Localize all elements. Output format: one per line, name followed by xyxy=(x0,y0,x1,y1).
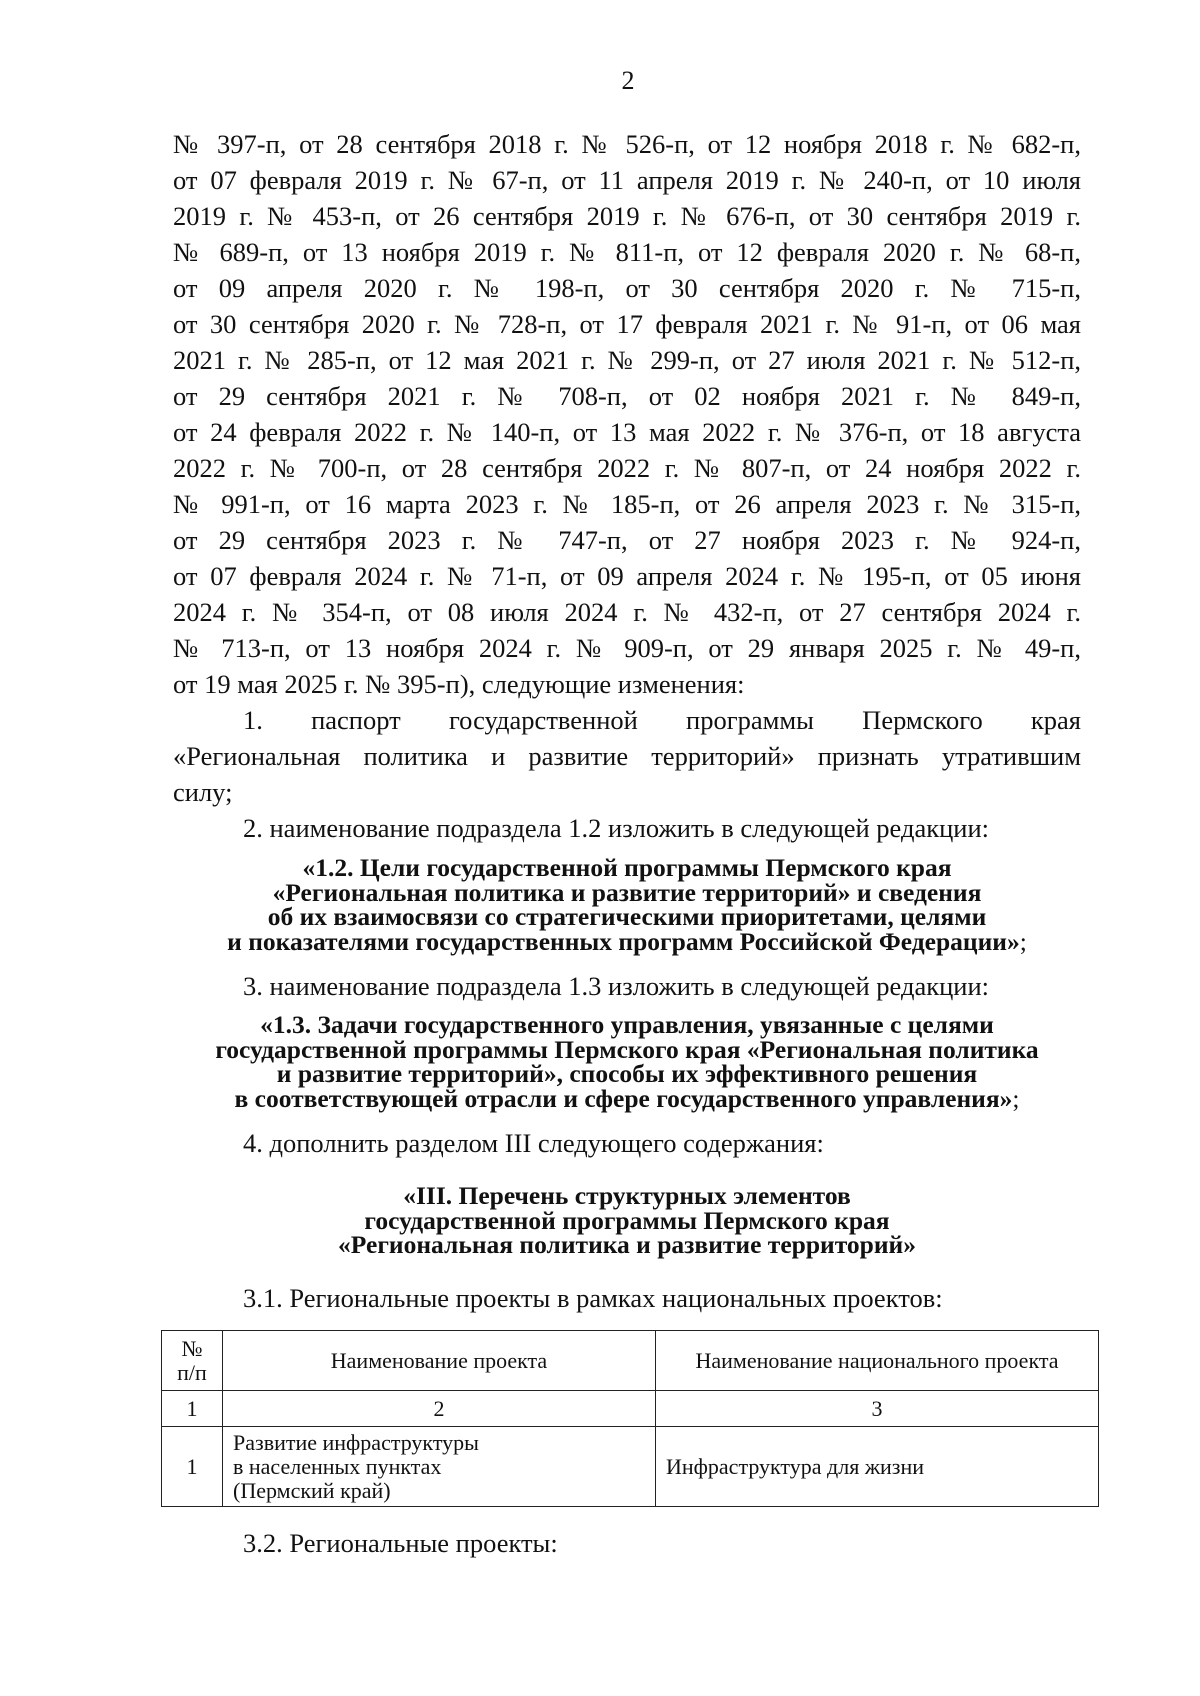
column-number-cell: 3 xyxy=(656,1391,1099,1427)
heading-1-2 xyxy=(173,853,1081,956)
item-4-paragraph: 4. дополнить разделом III следующего содержания: xyxy=(243,1128,824,1158)
project-name-line: (Пермский край) xyxy=(233,1477,391,1503)
heading-line: «Региональная политика и развитие территорий» и сведения xyxy=(272,877,982,907)
heading-line-text: в соответствующей отрасли и сфере государственного управления» xyxy=(234,1083,1013,1113)
regional-projects-table xyxy=(161,1330,1099,1507)
text-line: № 689-п, от 13 ноября 2019 г. № 811-п, от 12 февраля 2020 г. № 68-п, xyxy=(173,237,1081,267)
text-line: силу; xyxy=(173,777,233,807)
text-line: от 29 сентября 2021 г. № 708-п, от 02 ноября 2021 г. № 849-п, xyxy=(173,381,1081,411)
table-row xyxy=(162,1427,1099,1507)
text-line: от 30 сентября 2020 г. № 728-п, от 17 февраля 2021 г. № 91-п, от 06 мая xyxy=(173,309,1081,339)
column-number-cell: 1 xyxy=(162,1391,223,1427)
text-line: от 07 февраля 2019 г. № 67-п, от 11 апреля 2019 г. № 240-п, от 10 июля xyxy=(173,165,1081,195)
heading-1-3 xyxy=(173,1010,1081,1113)
text-line: от 07 февраля 2024 г. № 71-п, от 09 апреля 2024 г. № 195-п, от 05 июня xyxy=(173,561,1081,591)
header-num-abbrev: п/п xyxy=(177,1359,207,1385)
text-line: № 397-п, от 28 сентября 2018 г. № 526-п, от 12 ноября 2018 г. № 682-п, xyxy=(173,129,1081,159)
page-number: 2 xyxy=(621,66,635,95)
heading-line: «1.2. Цели государственной программы Пермского края xyxy=(302,853,952,882)
text-line: № 991-п, от 16 марта 2023 г. № 185-п, от 26 апреля 2023 г. № 315-п, xyxy=(173,489,1081,519)
heading-line: «Региональная политика и развитие территорий» xyxy=(338,1230,916,1259)
text-line: от 24 февраля 2022 г. № 140-п, от 13 мая 2022 г. № 376-п, от 18 августа xyxy=(173,417,1081,447)
project-name-line: Развитие инфраструктуры xyxy=(233,1429,479,1455)
row-number-cell: 1 xyxy=(162,1427,223,1507)
text-line: от 19 мая 2025 г. № 395-п), следующие изменения: xyxy=(173,669,745,699)
heading-line xyxy=(173,1083,1081,1113)
heading-end-punctuation: ; xyxy=(1019,926,1027,956)
text-line: 2024 г. № 354-п, от 08 июля 2024 г. № 432-п, от 27 сентября 2024 г. xyxy=(173,597,1081,627)
item-2-paragraph: 2. наименование подраздела 1.2 изложить в следующей редакции: xyxy=(243,813,989,843)
table-header-row xyxy=(162,1331,1099,1391)
heading-line: государственной программы Пермского края «Региональная политика xyxy=(215,1034,1039,1064)
intro-paragraph xyxy=(173,126,1081,702)
heading-section-iii xyxy=(173,1181,1081,1259)
text-line: 2019 г. № 453-п, от 26 сентября 2019 г. № 676-п, от 30 сентября 2019 г. xyxy=(173,201,1081,231)
text-line: 2022 г. № 700-п, от 28 сентября 2022 г. № 807-п, от 24 ноября 2022 г. xyxy=(173,453,1081,483)
text-line: № 713-п, от 13 ноября 2024 г. № 909-п, от 29 января 2025 г. № 49-п, xyxy=(173,633,1081,663)
subsection-3-2: 3.2. Региональные проекты: xyxy=(243,1528,558,1558)
header-cell-national-project: Наименование национального проекта xyxy=(656,1331,1099,1391)
text-line: от 09 апреля 2020 г. № 198-п, от 30 сентября 2020 г. № 715-п, xyxy=(173,273,1081,303)
header-cell-number xyxy=(162,1331,223,1391)
heading-line: «III. Перечень структурных элементов xyxy=(403,1181,851,1210)
text-line: 2021 г. № 285-п, от 12 мая 2021 г. № 299-п, от 27 июля 2021 г. № 512-п, xyxy=(173,345,1081,375)
item-1-paragraph xyxy=(173,702,1081,810)
heading-line: государственной программы Пермского края xyxy=(364,1205,890,1235)
text-line: «Региональная политика и развитие территорий» признать утратившим xyxy=(173,741,1081,771)
table-column-numbers-row xyxy=(162,1391,1099,1427)
heading-line: и развитие территорий», способы их эффективного решения xyxy=(276,1059,978,1088)
heading-line: об их взаимосвязи со стратегическими приоритетами, целями xyxy=(267,902,987,931)
heading-line-text: и показателями государственных программ Российской Федерации» xyxy=(227,926,1020,956)
heading-end-punctuation: ; xyxy=(1012,1083,1020,1113)
text-line: 1. паспорт государственной программы Пермского края xyxy=(243,705,1081,735)
document-body xyxy=(173,126,1081,1316)
header-num-symbol: № xyxy=(181,1335,203,1361)
header-cell-project-name: Наименование проекта xyxy=(223,1331,656,1391)
heading-line: «1.3. Задачи государственного управления, увязанные с целями xyxy=(260,1010,994,1039)
subsection-3-1: 3.1. Региональные проекты в рамках национальных проектов: xyxy=(243,1282,943,1313)
project-name-line: в населенных пунктах xyxy=(233,1453,442,1479)
item-3-paragraph: 3. наименование подраздела 1.3 изложить в следующей редакции: xyxy=(243,971,989,1001)
heading-line xyxy=(173,926,1081,956)
project-name-cell xyxy=(223,1427,656,1507)
column-number-cell: 2 xyxy=(223,1391,656,1427)
text-line: от 29 сентября 2023 г. № 747-п, от 27 ноября 2023 г. № 924-п, xyxy=(173,525,1081,555)
national-project-cell: Инфраструктура для жизни xyxy=(656,1427,1099,1507)
